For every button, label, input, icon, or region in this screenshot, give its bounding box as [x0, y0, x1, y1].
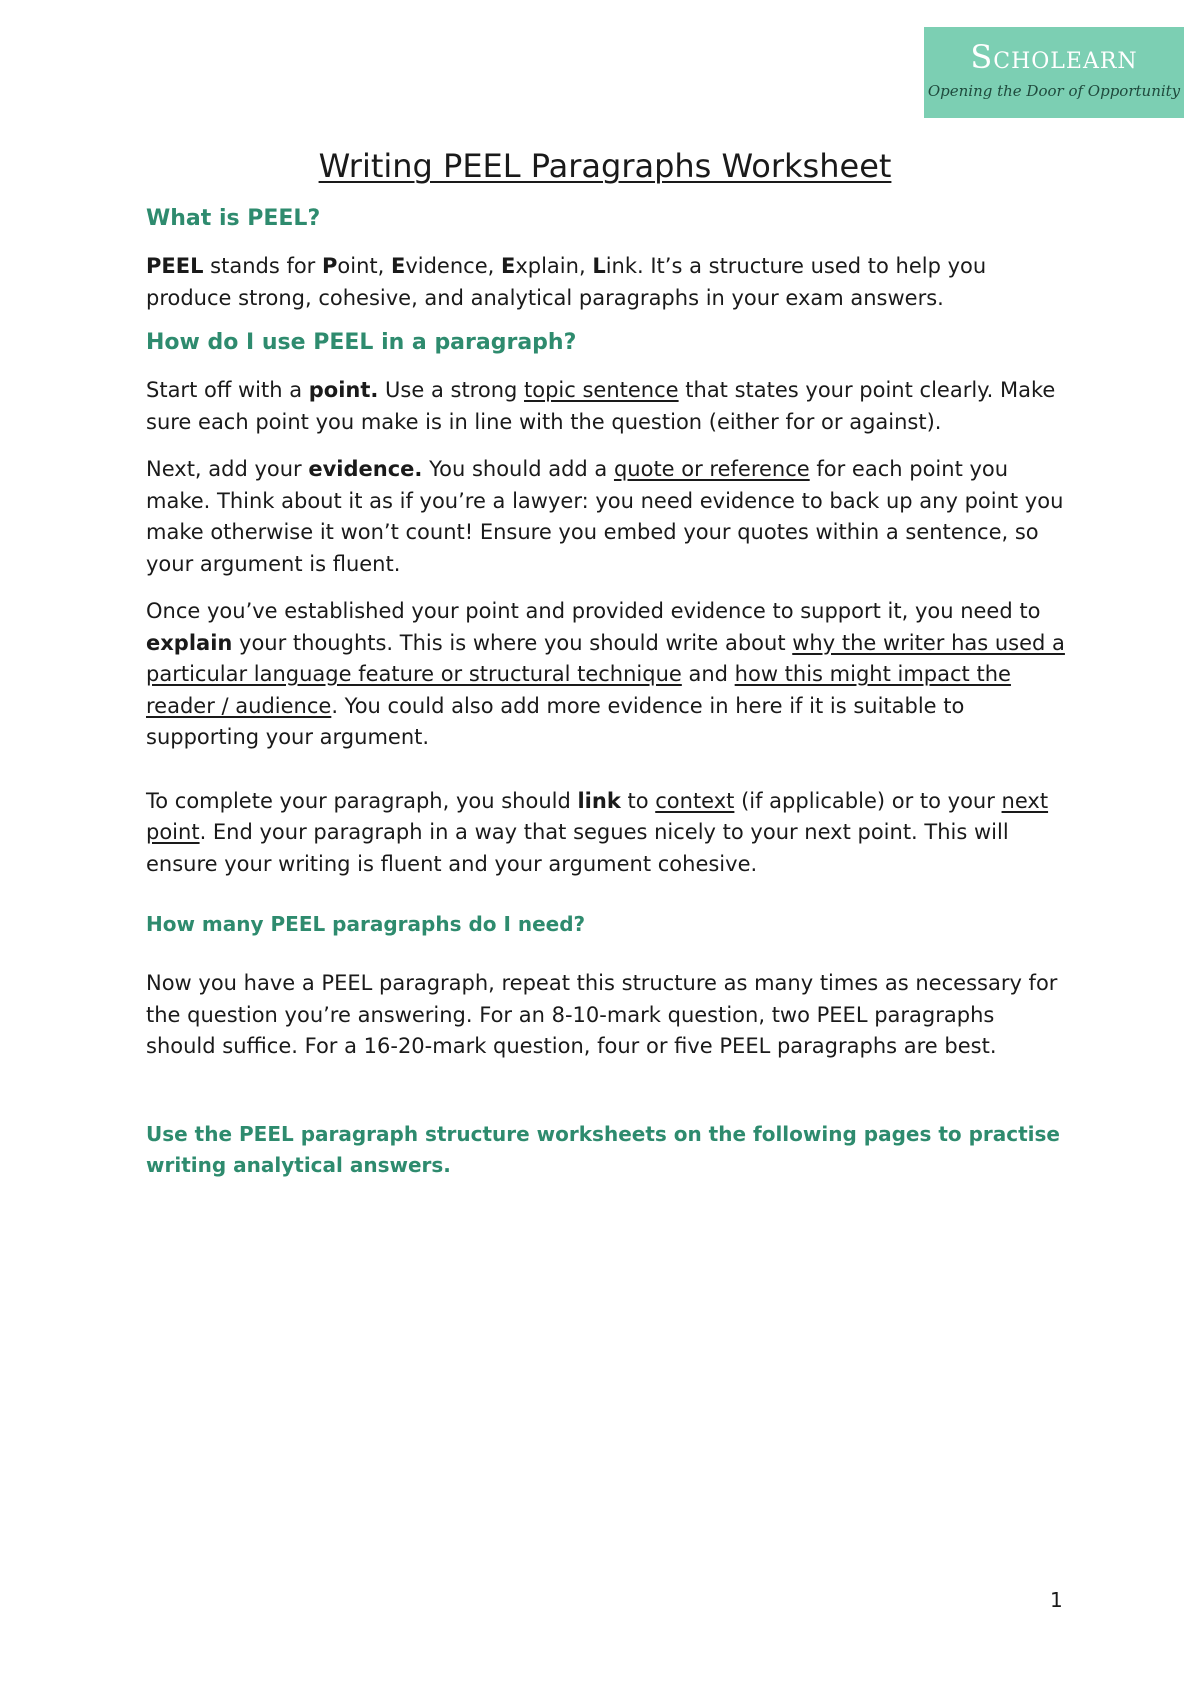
- point-paragraph: Start off with a point. Use a strong topic sentence that states your point clearly. Make sure each point you make is in line with the question (either for or against).: [146, 378, 1056, 434]
- scholearn-logo: [924, 27, 1184, 118]
- page-number: 1: [1050, 1588, 1063, 1612]
- closing-instruction: Use the PEEL paragraph structure worksheets on the following pages to practise writing analytical answers.: [146, 1121, 1060, 1177]
- peel-term: PEEL: [146, 254, 204, 278]
- explain-paragraph: Once you’ve established your point and provided evidence to support it, you need to explain your thoughts. This is where you should write about why the writer has used a particular language feature or structural technique and how this might impact the reader / audience. You could also add more evidence in here if it is suitable to supporting your argument.: [146, 599, 1065, 749]
- heading-how-to-use-peel: How do I use PEEL in a paragraph?: [146, 330, 577, 355]
- evidence-paragraph: Next, add your evidence. You should add a quote or reference for each point you make. Think about it as if you’re a lawyer: you need evidence to back up any point you make otherwise it won’t count! Ensure you embed your quotes within a sentence, so your argument is fluent.: [146, 457, 1064, 576]
- peel-definition-paragraph: PEEL stands for Point, Evidence, Explain, Link. It’s a structure used to help you produce strong, cohesive, and analytical paragraphs in your exam answers.: [146, 254, 987, 310]
- logo-tagline: Opening the Door of Opportunity: [927, 82, 1181, 100]
- worksheet-body: [146, 204, 1066, 1181]
- heading-what-is-peel: What is PEEL?: [146, 206, 321, 231]
- logo-name: Scholearn: [970, 38, 1138, 76]
- heading-how-many-paragraphs: How many PEEL paragraphs do I need?: [146, 912, 586, 936]
- page-title: Writing PEEL Paragraphs Worksheet: [318, 147, 892, 185]
- how-many-paragraph: Now you have a PEEL paragraph, repeat this structure as many times as necessary for the question you’re answering. For an 8-10-mark question, two PEEL paragraphs should suffice. For a 16-20-mark question, four or five PEEL paragraphs are best.: [146, 971, 1058, 1058]
- link-paragraph: To complete your paragraph, you should link to context (if applicable) or to your next point. End your paragraph in a way that segues nicely to your next point. This will ensure your writing is fluent and your argument cohesive.: [146, 788, 1049, 876]
